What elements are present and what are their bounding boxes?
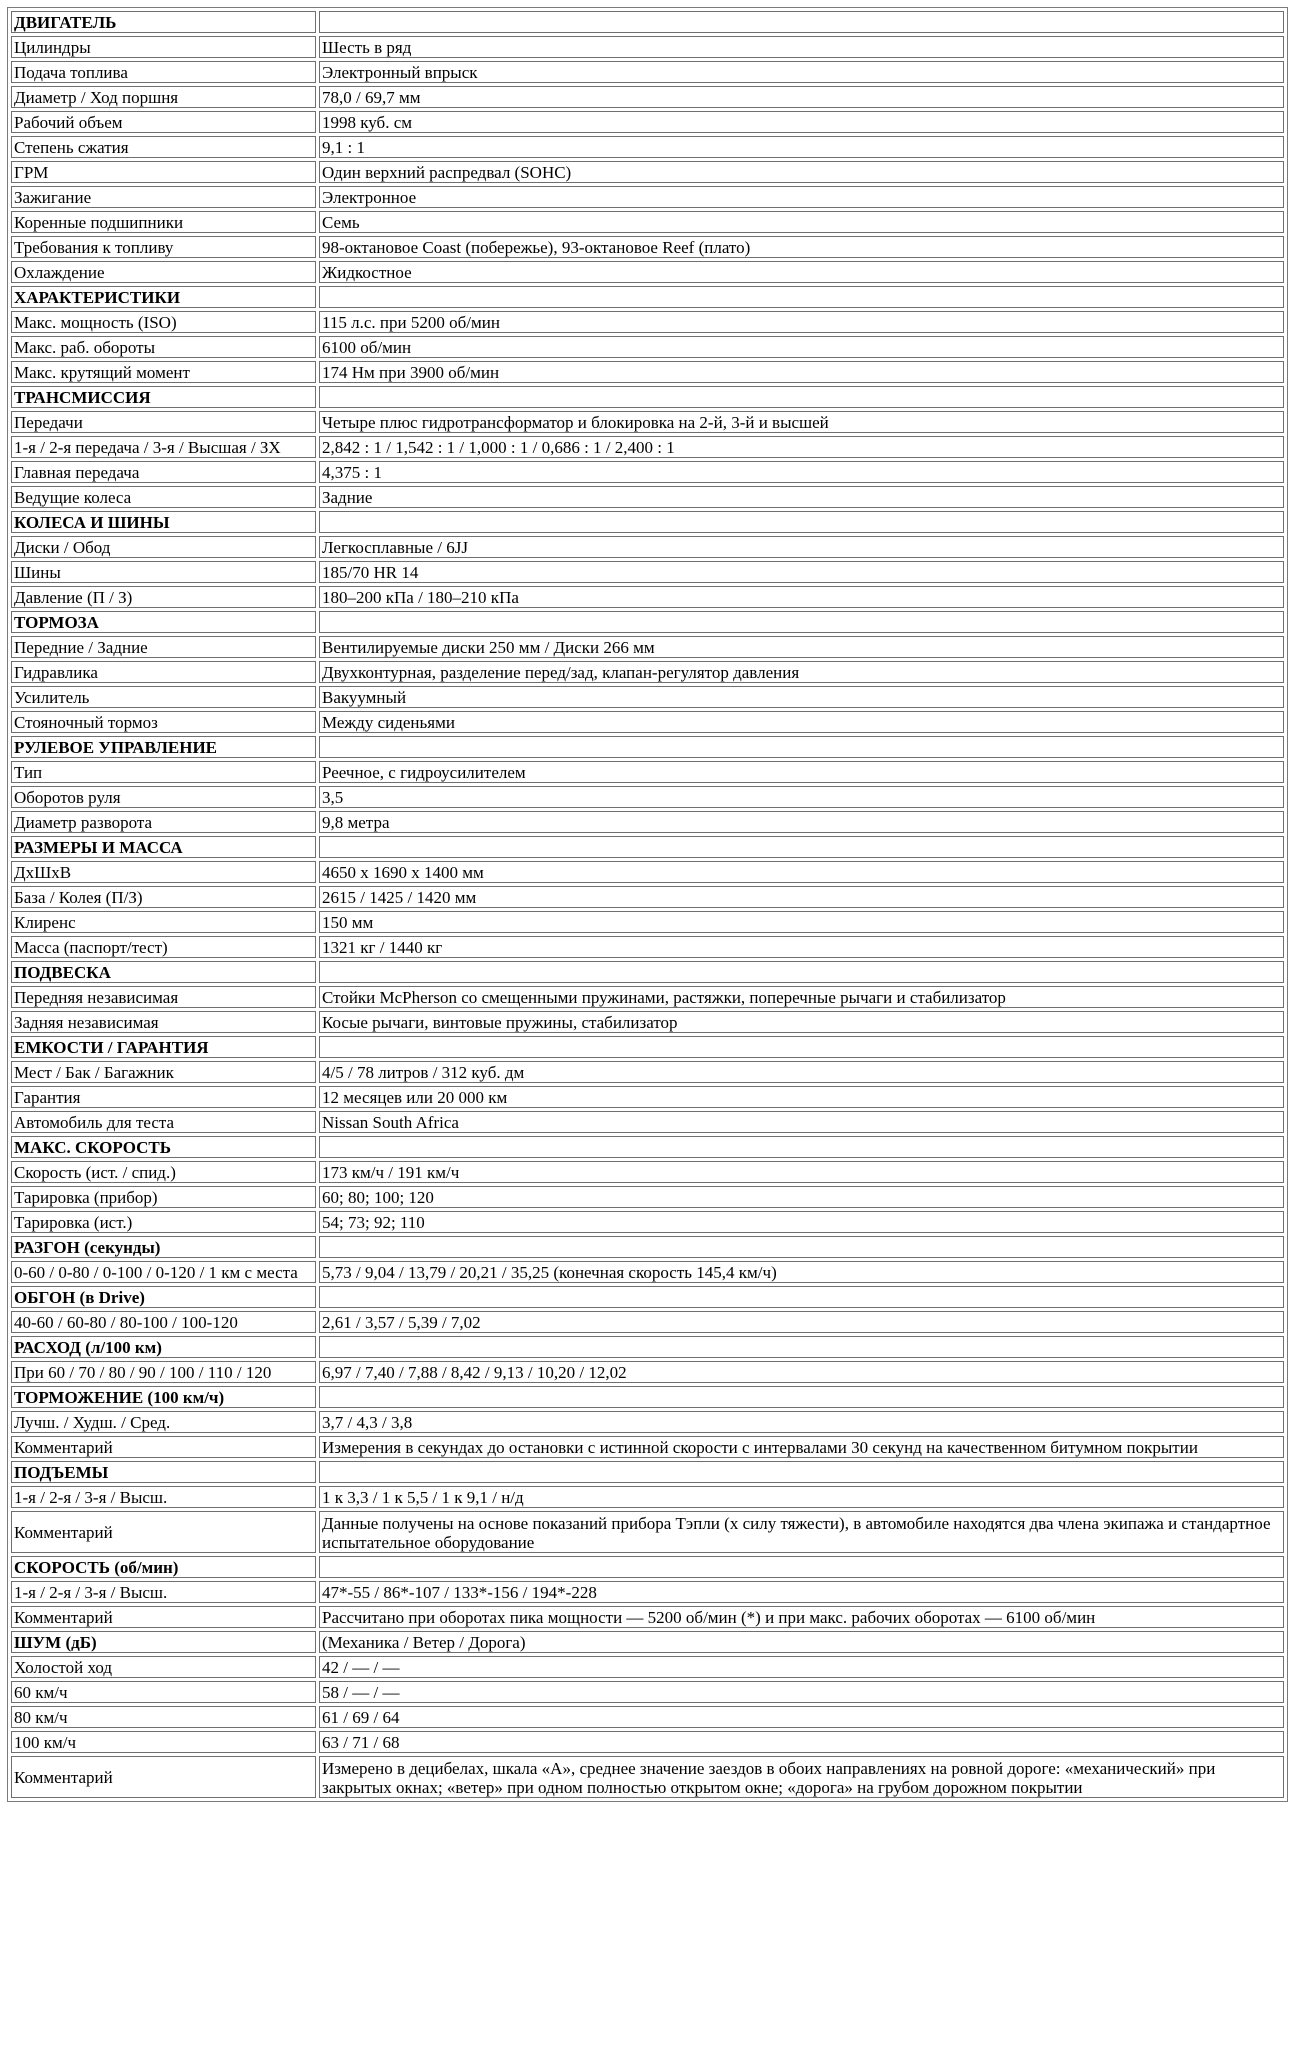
spec-value: Между сиденьями — [319, 711, 1284, 733]
spec-row — [11, 36, 1284, 58]
spec-value: Данные получены на основе показаний прибора Тэпли (х силу тяжести), в автомобиле находятся два члена экипажа и стандартное испытательное оборудование — [319, 1511, 1284, 1553]
section-note — [319, 286, 1284, 308]
spec-row — [11, 786, 1284, 808]
section-title: ТОРМОЗА — [11, 611, 316, 633]
spec-label: Гарантия — [11, 1086, 316, 1108]
section-note — [319, 1036, 1284, 1058]
spec-label: Лучш. / Худш. / Сред. — [11, 1411, 316, 1433]
spec-row — [11, 1486, 1284, 1508]
spec-label: Цилиндры — [11, 36, 316, 58]
section-title: РАЗМЕРЫ И МАССА — [11, 836, 316, 858]
spec-row — [11, 1681, 1284, 1703]
spec-row — [11, 136, 1284, 158]
spec-value: 6,97 / 7,40 / 7,88 / 8,42 / 9,13 / 10,20 / 12,02 — [319, 1361, 1284, 1383]
spec-value: 4650 x 1690 x 1400 мм — [319, 861, 1284, 883]
spec-row — [11, 536, 1284, 558]
section-title: ХАРАКТЕРИСТИКИ — [11, 286, 316, 308]
spec-value: Вентилируемые диски 250 мм / Диски 266 мм — [319, 636, 1284, 658]
spec-label: 100 км/ч — [11, 1731, 316, 1753]
section-title: СКОРОСТЬ (об/мин) — [11, 1556, 316, 1578]
spec-value: 63 / 71 / 68 — [319, 1731, 1284, 1753]
section-header-row — [11, 1386, 1284, 1408]
section-title: ТРАНСМИССИЯ — [11, 386, 316, 408]
spec-label: Гидравлика — [11, 661, 316, 683]
spec-row — [11, 1581, 1284, 1603]
section-note — [319, 1136, 1284, 1158]
section-note — [319, 611, 1284, 633]
spec-label: 1-я / 2-я / 3-я / Высш. — [11, 1581, 316, 1603]
section-header-row — [11, 1036, 1284, 1058]
spec-value: 9,8 метра — [319, 811, 1284, 833]
specifications-body — [11, 11, 1284, 1798]
spec-label: Степень сжатия — [11, 136, 316, 158]
section-title: ПОДЪЕМЫ — [11, 1461, 316, 1483]
spec-value: 12 месяцев или 20 000 км — [319, 1086, 1284, 1108]
spec-row — [11, 661, 1284, 683]
spec-row — [11, 636, 1284, 658]
section-header-row — [11, 1136, 1284, 1158]
spec-value: 2,842 : 1 / 1,542 : 1 / 1,000 : 1 / 0,686 : 1 / 2,400 : 1 — [319, 436, 1284, 458]
spec-label: Оборотов руля — [11, 786, 316, 808]
spec-row — [11, 1656, 1284, 1678]
spec-row — [11, 1511, 1284, 1553]
spec-value: 150 мм — [319, 911, 1284, 933]
spec-label: Главная передача — [11, 461, 316, 483]
spec-value: Четыре плюс гидротрансформатор и блокировка на 2-й, 3-й и высшей — [319, 411, 1284, 433]
spec-label: Комментарий — [11, 1436, 316, 1458]
spec-row — [11, 111, 1284, 133]
spec-label: 40-60 / 60-80 / 80-100 / 100-120 — [11, 1311, 316, 1333]
section-note — [319, 1336, 1284, 1358]
spec-value: 9,1 : 1 — [319, 136, 1284, 158]
spec-row — [11, 1361, 1284, 1383]
spec-label: При 60 / 70 / 80 / 90 / 100 / 110 / 120 — [11, 1361, 316, 1383]
spec-row — [11, 811, 1284, 833]
spec-label: Передние / Задние — [11, 636, 316, 658]
spec-label: Передачи — [11, 411, 316, 433]
spec-value: Nissan South Africa — [319, 1111, 1284, 1133]
spec-row — [11, 1706, 1284, 1728]
spec-value: 42 / — / — — [319, 1656, 1284, 1678]
spec-row — [11, 1261, 1284, 1283]
spec-label: Макс. раб. обороты — [11, 336, 316, 358]
spec-value: 78,0 / 69,7 мм — [319, 86, 1284, 108]
spec-row — [11, 761, 1284, 783]
spec-row — [11, 336, 1284, 358]
spec-label: Стояночный тормоз — [11, 711, 316, 733]
spec-label: Диски / Обод — [11, 536, 316, 558]
spec-row — [11, 161, 1284, 183]
spec-value: Рассчитано при оборотах пика мощности — 5200 об/мин (*) и при макс. рабочих оборотах — 6100 об/мин — [319, 1606, 1284, 1628]
spec-label: Тип — [11, 761, 316, 783]
section-header-row — [11, 11, 1284, 33]
spec-value: 4,375 : 1 — [319, 461, 1284, 483]
spec-value: 54; 73; 92; 110 — [319, 1211, 1284, 1233]
spec-row — [11, 1756, 1284, 1798]
section-title: РУЛЕВОЕ УПРАВЛЕНИЕ — [11, 736, 316, 758]
spec-value: 60; 80; 100; 120 — [319, 1186, 1284, 1208]
section-note — [319, 836, 1284, 858]
spec-label: Подача топлива — [11, 61, 316, 83]
spec-row — [11, 461, 1284, 483]
spec-value: 6100 об/мин — [319, 336, 1284, 358]
spec-label: Давление (П / З) — [11, 586, 316, 608]
spec-value: 5,73 / 9,04 / 13,79 / 20,21 / 35,25 (конечная скорость 145,4 км/ч) — [319, 1261, 1284, 1283]
spec-value: 4/5 / 78 литров / 312 куб. дм — [319, 1061, 1284, 1083]
spec-row — [11, 1011, 1284, 1033]
section-note — [319, 1236, 1284, 1258]
spec-row — [11, 1061, 1284, 1083]
spec-row — [11, 411, 1284, 433]
section-note — [319, 386, 1284, 408]
spec-row — [11, 1606, 1284, 1628]
spec-value: Задние — [319, 486, 1284, 508]
section-note — [319, 11, 1284, 33]
spec-value: Стойки McPherson со смещенными пружинами, растяжки, поперечные рычаги и стабилизатор — [319, 986, 1284, 1008]
spec-row — [11, 561, 1284, 583]
spec-row — [11, 936, 1284, 958]
spec-row — [11, 1411, 1284, 1433]
spec-value: Измерения в секундах до остановки с истинной скорости с интервалами 30 секунд на качественном битумном покрытии — [319, 1436, 1284, 1458]
spec-label: Охлаждение — [11, 261, 316, 283]
spec-label: Тарировка (прибор) — [11, 1186, 316, 1208]
spec-label: 1-я / 2-я / 3-я / Высш. — [11, 1486, 316, 1508]
spec-row — [11, 1311, 1284, 1333]
spec-value: Жидкостное — [319, 261, 1284, 283]
spec-value: 47*-55 / 86*-107 / 133*-156 / 194*-228 — [319, 1581, 1284, 1603]
spec-label: 80 км/ч — [11, 1706, 316, 1728]
spec-value: Вакуумный — [319, 686, 1284, 708]
spec-value: 98-октановое Coast (побережье), 93-октановое Reef (плато) — [319, 236, 1284, 258]
section-note — [319, 961, 1284, 983]
spec-value: 185/70 HR 14 — [319, 561, 1284, 583]
spec-value: 58 / — / — — [319, 1681, 1284, 1703]
specifications-table — [7, 7, 1288, 1802]
spec-row — [11, 311, 1284, 333]
spec-label: Макс. крутящий момент — [11, 361, 316, 383]
section-title: ПОДВЕСКА — [11, 961, 316, 983]
section-header-row — [11, 511, 1284, 533]
spec-label: Комментарий — [11, 1606, 316, 1628]
spec-row — [11, 86, 1284, 108]
spec-row — [11, 211, 1284, 233]
spec-row — [11, 911, 1284, 933]
section-header-row — [11, 386, 1284, 408]
spec-row — [11, 586, 1284, 608]
section-title: ТОРМОЖЕНИЕ (100 км/ч) — [11, 1386, 316, 1408]
spec-label: Шины — [11, 561, 316, 583]
spec-label: Задняя независимая — [11, 1011, 316, 1033]
spec-label: Комментарий — [11, 1756, 316, 1798]
spec-row — [11, 361, 1284, 383]
spec-label: База / Колея (П/З) — [11, 886, 316, 908]
spec-label: Диаметр разворота — [11, 811, 316, 833]
spec-label: Диаметр / Ход поршня — [11, 86, 316, 108]
spec-value: 3,7 / 4,3 / 3,8 — [319, 1411, 1284, 1433]
spec-row — [11, 61, 1284, 83]
section-header-row — [11, 1631, 1284, 1653]
spec-label: Усилитель — [11, 686, 316, 708]
spec-label: Комментарий — [11, 1511, 316, 1553]
spec-value: Легкосплавные / 6JJ — [319, 536, 1284, 558]
spec-value: 61 / 69 / 64 — [319, 1706, 1284, 1728]
section-header-row — [11, 1236, 1284, 1258]
spec-value: Измерено в децибелах, шкала «А», среднее значение заездов в обоих направлениях на ровной дороге: «механический» при закрытых окнах; «ветер» при одном полностью открытом окне; «дорога» на грубом дорожном покрытии — [319, 1756, 1284, 1798]
spec-value: Электронный впрыск — [319, 61, 1284, 83]
spec-value: 2615 / 1425 / 1420 мм — [319, 886, 1284, 908]
spec-label: Холостой ход — [11, 1656, 316, 1678]
spec-value: Семь — [319, 211, 1284, 233]
section-note — [319, 736, 1284, 758]
spec-label: Рабочий объем — [11, 111, 316, 133]
spec-row — [11, 1086, 1284, 1108]
section-note — [319, 1386, 1284, 1408]
section-title: ОБГОН (в Drive) — [11, 1286, 316, 1308]
spec-value: 1 к 3,3 / 1 к 5,5 / 1 к 9,1 / н/д — [319, 1486, 1284, 1508]
spec-label: Требования к топливу — [11, 236, 316, 258]
spec-row — [11, 1161, 1284, 1183]
spec-value: 115 л.с. при 5200 об/мин — [319, 311, 1284, 333]
spec-row — [11, 261, 1284, 283]
section-header-row — [11, 1286, 1284, 1308]
spec-label: Зажигание — [11, 186, 316, 208]
section-title: МАКС. СКОРОСТЬ — [11, 1136, 316, 1158]
spec-label: 0-60 / 0-80 / 0-100 / 0-120 / 1 км с места — [11, 1261, 316, 1283]
spec-label: Клиренс — [11, 911, 316, 933]
section-note — [319, 1556, 1284, 1578]
spec-value: 180–200 кПа / 180–210 кПа — [319, 586, 1284, 608]
spec-value: Один верхний распредвал (SOHC) — [319, 161, 1284, 183]
spec-value: 1998 куб. см — [319, 111, 1284, 133]
spec-label: Скорость (ист. / спид.) — [11, 1161, 316, 1183]
spec-row — [11, 1186, 1284, 1208]
spec-label: Ведущие колеса — [11, 486, 316, 508]
section-header-row — [11, 286, 1284, 308]
spec-label: 60 км/ч — [11, 1681, 316, 1703]
spec-row — [11, 711, 1284, 733]
spec-row — [11, 1211, 1284, 1233]
section-title: ДВИГАТЕЛЬ — [11, 11, 316, 33]
section-header-row — [11, 1556, 1284, 1578]
spec-value: 2,61 / 3,57 / 5,39 / 7,02 — [319, 1311, 1284, 1333]
section-note: (Механика / Ветер / Дорога) — [319, 1631, 1284, 1653]
spec-row — [11, 861, 1284, 883]
spec-row — [11, 1436, 1284, 1458]
spec-row — [11, 1111, 1284, 1133]
spec-label: Передняя независимая — [11, 986, 316, 1008]
spec-label: 1-я / 2-я передача / 3-я / Высшая / ЗХ — [11, 436, 316, 458]
spec-label: ГРМ — [11, 161, 316, 183]
spec-label: ДхШхВ — [11, 861, 316, 883]
spec-label: Автомобиль для теста — [11, 1111, 316, 1133]
spec-label: Масса (паспорт/тест) — [11, 936, 316, 958]
section-header-row — [11, 961, 1284, 983]
spec-value: Двухконтурная, разделение перед/зад, клапан-регулятор давления — [319, 661, 1284, 683]
spec-value: Косые рычаги, винтовые пружины, стабилизатор — [319, 1011, 1284, 1033]
spec-row — [11, 186, 1284, 208]
spec-row — [11, 486, 1284, 508]
spec-row — [11, 686, 1284, 708]
section-title: ЕМКОСТИ / ГАРАНТИЯ — [11, 1036, 316, 1058]
spec-row — [11, 436, 1284, 458]
section-header-row — [11, 1336, 1284, 1358]
section-title: РАЗГОН (секунды) — [11, 1236, 316, 1258]
spec-value: Шесть в ряд — [319, 36, 1284, 58]
spec-value: Реечное, с гидроусилителем — [319, 761, 1284, 783]
spec-label: Мест / Бак / Багажник — [11, 1061, 316, 1083]
section-header-row — [11, 736, 1284, 758]
spec-value: 174 Нм при 3900 об/мин — [319, 361, 1284, 383]
section-header-row — [11, 836, 1284, 858]
spec-row — [11, 236, 1284, 258]
spec-row — [11, 986, 1284, 1008]
section-title: ШУМ (дБ) — [11, 1631, 316, 1653]
spec-row — [11, 1731, 1284, 1753]
spec-value: 1321 кг / 1440 кг — [319, 936, 1284, 958]
section-title: КОЛЕСА И ШИНЫ — [11, 511, 316, 533]
spec-label: Коренные подшипники — [11, 211, 316, 233]
section-header-row — [11, 611, 1284, 633]
section-note — [319, 1461, 1284, 1483]
spec-label: Макс. мощность (ISO) — [11, 311, 316, 333]
section-title: РАСХОД (л/100 км) — [11, 1336, 316, 1358]
section-header-row — [11, 1461, 1284, 1483]
spec-value: 173 км/ч / 191 км/ч — [319, 1161, 1284, 1183]
section-note — [319, 511, 1284, 533]
section-note — [319, 1286, 1284, 1308]
spec-row — [11, 886, 1284, 908]
spec-value: 3,5 — [319, 786, 1284, 808]
spec-label: Тарировка (ист.) — [11, 1211, 316, 1233]
spec-value: Электронное — [319, 186, 1284, 208]
